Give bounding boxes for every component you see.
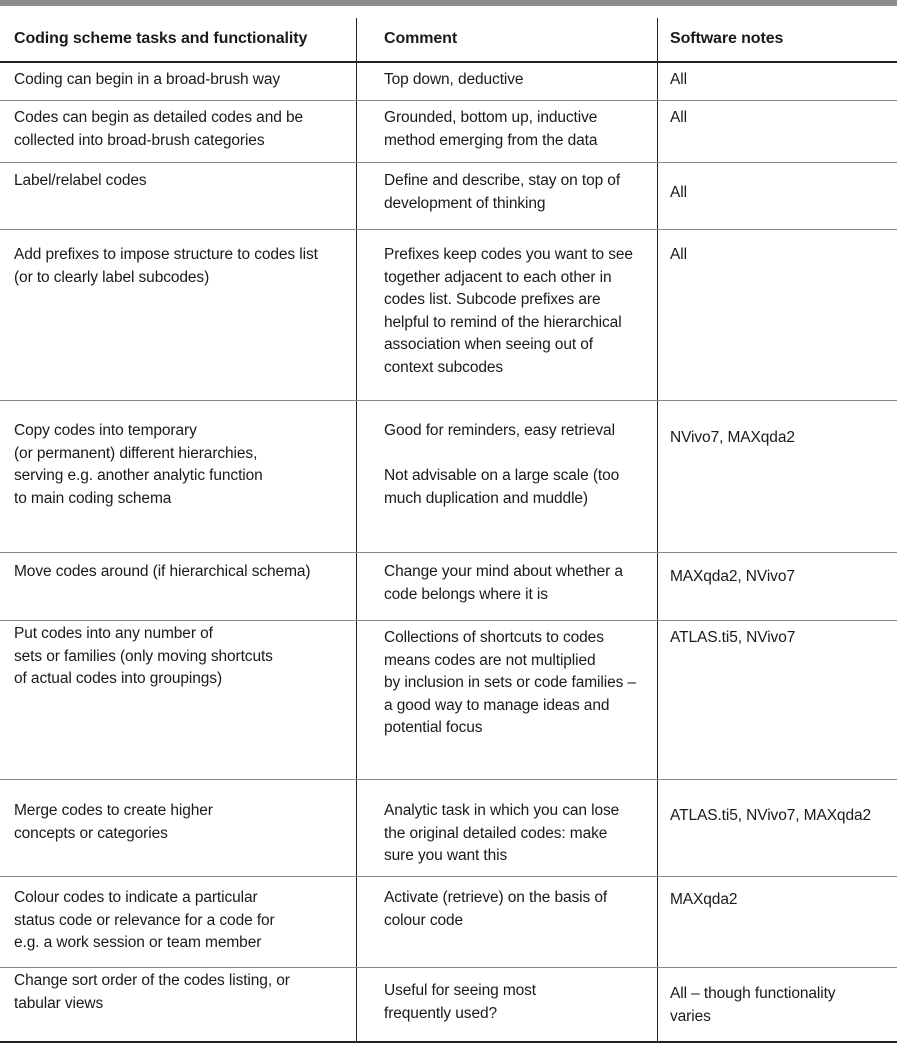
header-comment: Comment — [384, 30, 458, 47]
row-3-software: All — [670, 184, 687, 201]
row-9-task: Colour codes to indicate a particular status code or relevance for a code for e.g. a work session or team member — [14, 889, 275, 951]
column-divider-2 — [657, 18, 658, 1042]
bottom-rule — [0, 1041, 897, 1043]
row-7-comment: Collections of shortcuts to codes means codes are not multiplied by inclusion in sets or code families – a good way to manage ideas and potential focus — [384, 629, 636, 736]
top-rule — [0, 0, 897, 6]
row-rule — [0, 400, 897, 401]
row-6-task: Move codes around (if hierarchical schema) — [14, 563, 311, 580]
header-software: Software notes — [670, 30, 784, 47]
row-rule — [0, 779, 897, 780]
row-9-software: MAXqda2 — [670, 891, 738, 908]
row-2-software: All — [670, 109, 687, 126]
row-1-comment: Top down, deductive — [384, 71, 524, 88]
row-rule — [0, 100, 897, 101]
row-rule — [0, 552, 897, 553]
row-10-comment: Useful for seeing most frequently used? — [384, 982, 537, 1022]
row-rule — [0, 620, 897, 621]
column-divider-1 — [356, 18, 357, 1042]
row-4-software: All — [670, 246, 687, 263]
row-8-comment: Analytic task in which you can lose the original detailed codes: make sure you want this — [384, 802, 620, 864]
row-7-software: ATLAS.ti5, NVivo7 — [670, 629, 796, 646]
row-1-software: All — [670, 71, 687, 88]
row-rule — [0, 967, 897, 968]
row-2-comment: Grounded, bottom up, inductive method emerging from the data — [384, 109, 598, 149]
row-10-software: All – though functionality varies — [670, 985, 836, 1025]
row-7-task: Put codes into any number of sets or families (only moving shortcuts of actual codes into groupings) — [14, 625, 273, 687]
row-rule — [0, 162, 897, 163]
row-2-task: Codes can begin as detailed codes and be collected into broad-brush categories — [14, 109, 303, 149]
row-3-comment: Define and describe, stay on top of development of thinking — [384, 172, 621, 212]
row-8-task: Merge codes to create higher concepts or categories — [14, 802, 213, 842]
row-4-comment: Prefixes keep codes you want to see together adjacent to each other in codes list. Subcode prefixes are helpful to remind of the hierarchical association when seeing out of context subcodes — [384, 246, 633, 376]
header-rule — [0, 61, 897, 63]
row-6-software: MAXqda2, NVivo7 — [670, 568, 795, 585]
row-9-comment: Activate (retrieve) on the basis of colour code — [384, 889, 608, 929]
row-5-software: NVivo7, MAXqda2 — [670, 429, 795, 446]
row-4-task: Add prefixes to impose structure to codes list (or to clearly label subcodes) — [14, 246, 318, 286]
row-3-task: Label/relabel codes — [14, 172, 147, 189]
row-10-task: Change sort order of the codes listing, or tabular views — [14, 972, 290, 1012]
row-6-comment: Change your mind about whether a code belongs where it is — [384, 563, 623, 603]
header-task: Coding scheme tasks and functionality — [14, 30, 308, 47]
row-8-software: ATLAS.ti5, NVivo7, MAXqda2 — [670, 807, 872, 824]
row-1-task: Coding can begin in a broad-brush way — [14, 71, 280, 88]
row-rule — [0, 229, 897, 230]
row-rule — [0, 876, 897, 877]
row-5-comment: Good for reminders, easy retrieval Not advisable on a large scale (too much duplication and muddle) — [384, 422, 620, 507]
row-5-task: Copy codes into temporary (or permanent) different hierarchies, serving e.g. another analytic function to main coding schema — [14, 422, 263, 507]
